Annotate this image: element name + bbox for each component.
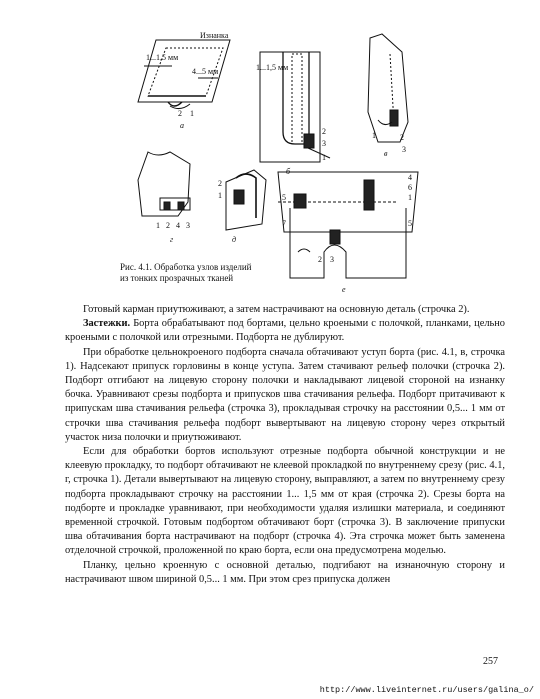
label-n5b-e: 5 [408, 219, 412, 228]
label-n2-d: 2 [218, 179, 222, 188]
figure-4-1 [108, 30, 428, 295]
label-n1-d: 1 [218, 191, 222, 200]
label-sub-g: г [170, 235, 174, 244]
label-sub-v: в [384, 149, 388, 158]
label-dim-a1: 1...1,5 мм [146, 53, 179, 62]
label-sub-b: б [286, 167, 291, 176]
figure-caption [120, 262, 320, 284]
body-text [65, 303, 505, 587]
label-n1-e: 1 [408, 193, 412, 202]
label-sub-e: е [342, 285, 346, 294]
page-number: 257 [483, 656, 498, 667]
label-iznanka: Изнанка [200, 31, 229, 40]
paragraph-3: При обработке цельнокроеного подборта сначала обтачивают уступ борта (рис. 4.1, в, строчка 1). Надсекают припуск горловины в конце уступа. Затем стачивают рельеф полочки (строчка 2). Подборт отгибают на лицевую сторону полочки и накладывают лицевой стороной на изнанку бочка. Уравнивают срезы подборта и припусков шва стачивания рельефа. Подборт притачивают к припускам шва стачивания рельефа (строчка 3), прокладывая строчку на расстоянии 0,5... 1 мм от строчки шва стачивания рельефа подборт вывертывают на лицевую сторону через открытый участок низа полочки и приутюживают. [65, 346, 505, 443]
label-sub-a: а [180, 121, 184, 130]
label-n4-e: 4 [408, 173, 412, 182]
bodice-v [368, 34, 408, 142]
figure-caption-line1: Рис. 4.1. Обработка узлов изделий [120, 262, 252, 272]
figure-illustration [108, 30, 428, 295]
paragraph-2-lead: Застежки. [83, 318, 131, 330]
label-n5-e: 5 [282, 193, 286, 202]
label-dim-a2: 4...5 мм [192, 67, 219, 76]
label-n2-b: 2 [322, 127, 326, 136]
paragraph-4: Если для обработки бортов используют отрезные подборта обычной конструкции и не клеевую прокладку, то подборт обтачивают не клеевой прокладкой по внутреннему срезу (рис. 4.1, г, строчка 1). Детали вывертывают на лицевую сторону, выправляют, а затем по внутреннему срезу подборта прокладывают строчку на расстоянии 1... 1,5 мм от края (строчка 2). Срезы борта на подборте и прокладке уравнивают, при необходимости удаляя излишки материала, и соединяют временной строчкой. Готовым подбортом обтачивают борт (строчка 3). В заключение припуски шва обтачивания борта настрачивают на подборт (строчка 4). Эта строчка может быть заменена отделочной строчкой, проложенной по краю борта, если она предусмотрена моделью. [65, 446, 505, 557]
label-sub-d: д [232, 235, 237, 244]
label-n3-b: 3 [322, 139, 326, 148]
paragraph-2-rest: Борта обрабатывают под бортами, цельно кроеными с полочкой, планками, цельно кроеными с полочкой или отрезными. Подборта не дублируют. [65, 318, 505, 344]
label-n3-v: 3 [402, 145, 406, 154]
label-n3-e: 3 [330, 255, 334, 264]
label-n1-b: 1 [322, 153, 326, 162]
paragraph-1: Готовый карман приутюживают, а затем настрачивают на основную деталь (строчка 2). [83, 304, 470, 315]
label-n4-g: 4 [176, 221, 180, 230]
label-n6-e: 6 [408, 183, 412, 192]
label-n1-v: 1 [372, 131, 376, 140]
label-n1-g: 1 [156, 221, 160, 230]
label-n3-g: 3 [186, 221, 190, 230]
collar-d [226, 170, 266, 230]
label-n2-v: 2 [400, 133, 404, 142]
label-n2-g: 2 [166, 221, 170, 230]
label-dim-b: 1...1,5 мм [256, 63, 289, 72]
label-n7-e: 7 [282, 219, 286, 228]
label-n2-a: 2 [178, 109, 182, 118]
label-n1-a: 1 [190, 109, 194, 118]
watermark-url: http://www.liveinternet.ru/users/galina_o/ [319, 685, 534, 695]
label-n2-e: 2 [318, 255, 322, 264]
figure-caption-line2: из тонких прозрачных тканей [120, 273, 234, 283]
paragraph-2 [65, 317, 505, 345]
paragraph-5: Планку, цельно кроенную с основной деталью, подгибают на изнаночную сторону и настрачивают швом шириной 0,5... 1 мм. При этом срез припуска должен [65, 559, 505, 585]
